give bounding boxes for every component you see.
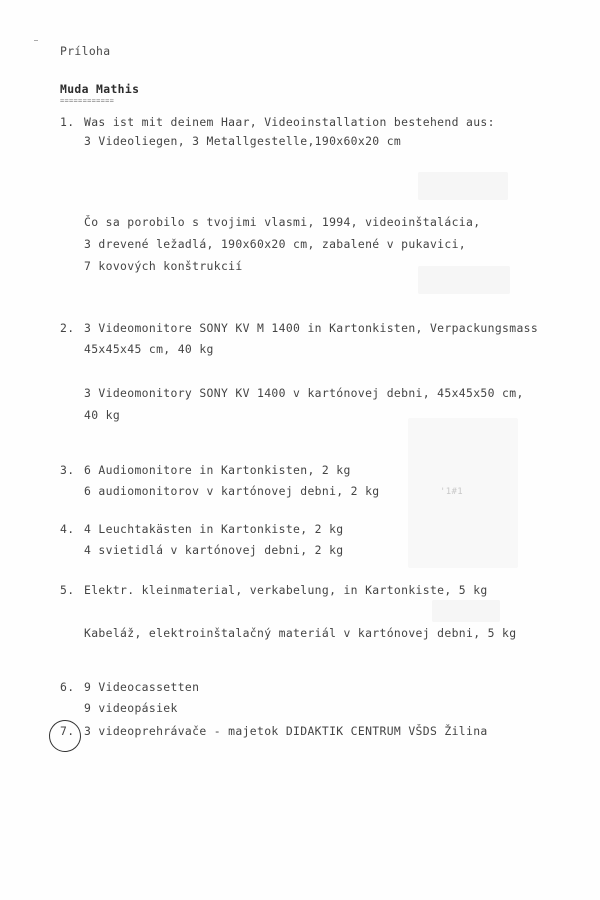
smudge [418,266,510,294]
item-3-line-1: 6 Audiomonitore in Kartonkisten, 2 kg [84,463,351,477]
item-2-line-1: 3 Videomonitore SONY KV M 1400 in Kartonkisten, Verpackungsmass [84,321,539,335]
smudge [418,172,508,200]
item-5-number: 5. [60,583,75,597]
item-5-line-1: Elektr. kleinmaterial, verkabelung, in Kartonkiste, 5 kg [84,583,488,597]
item-3-translation-1: 6 audiomonitorov v kartónovej debni, 2 kg [84,484,380,498]
smudge [432,600,500,622]
item-1-number: 1. [60,115,75,129]
item-6-number: 6. [60,680,75,694]
item-2-translation-2: 40 kg [84,408,121,422]
item-1-translation-1: Čo sa porobilo s tvojimi vlasmi, 1994, videoinštalácia, [84,215,481,229]
item-1-line-2: 3 Videoliegen, 3 Metallgestelle,190x60x20 cm [84,134,402,148]
stray-mark [34,40,38,41]
item-6-translation-1: 9 videopásiek [84,701,178,715]
item-4-line-1: 4 Leuchtakästen in Kartonkiste, 2 kg [84,522,344,536]
author-name: Muda Mathis [60,82,140,96]
item-3-number: 3. [60,463,75,477]
item-2-line-2: 45x45x45 cm, 40 kg [84,342,214,356]
author-underline: ============ [60,97,115,105]
item-1-translation-2: 3 drevené ležadlá, 190x60x20 cm, zabalené v pukavici, [84,237,467,251]
item-7-line-1: 3 videoprehrávače - majetok DIDAKTIK CENTRUM VŠDS Žilina [84,724,488,738]
item-6-line-1: 9 Videocassetten [84,680,200,694]
item-4-number: 4. [60,522,75,536]
item-5-translation-1: Kabeláž, elektroinštalačný materiál v kartónovej debni, 5 kg [84,626,517,640]
item-7-number: 7. [60,724,75,738]
faint-mark: '1#1 [440,487,464,497]
document-heading: Príloha [60,44,111,58]
item-2-number: 2. [60,321,75,335]
item-2-translation-1: 3 Videomonitory SONY KV 1400 v kartónovej debni, 45x45x50 cm, [84,386,524,400]
item-1-line-1: Was ist mit deinem Haar, Videoinstallation bestehend aus: [84,115,495,129]
item-1-translation-3: 7 kovových konštrukcií [84,259,243,273]
item-4-translation-1: 4 svietidlá v kartónovej debni, 2 kg [84,543,344,557]
